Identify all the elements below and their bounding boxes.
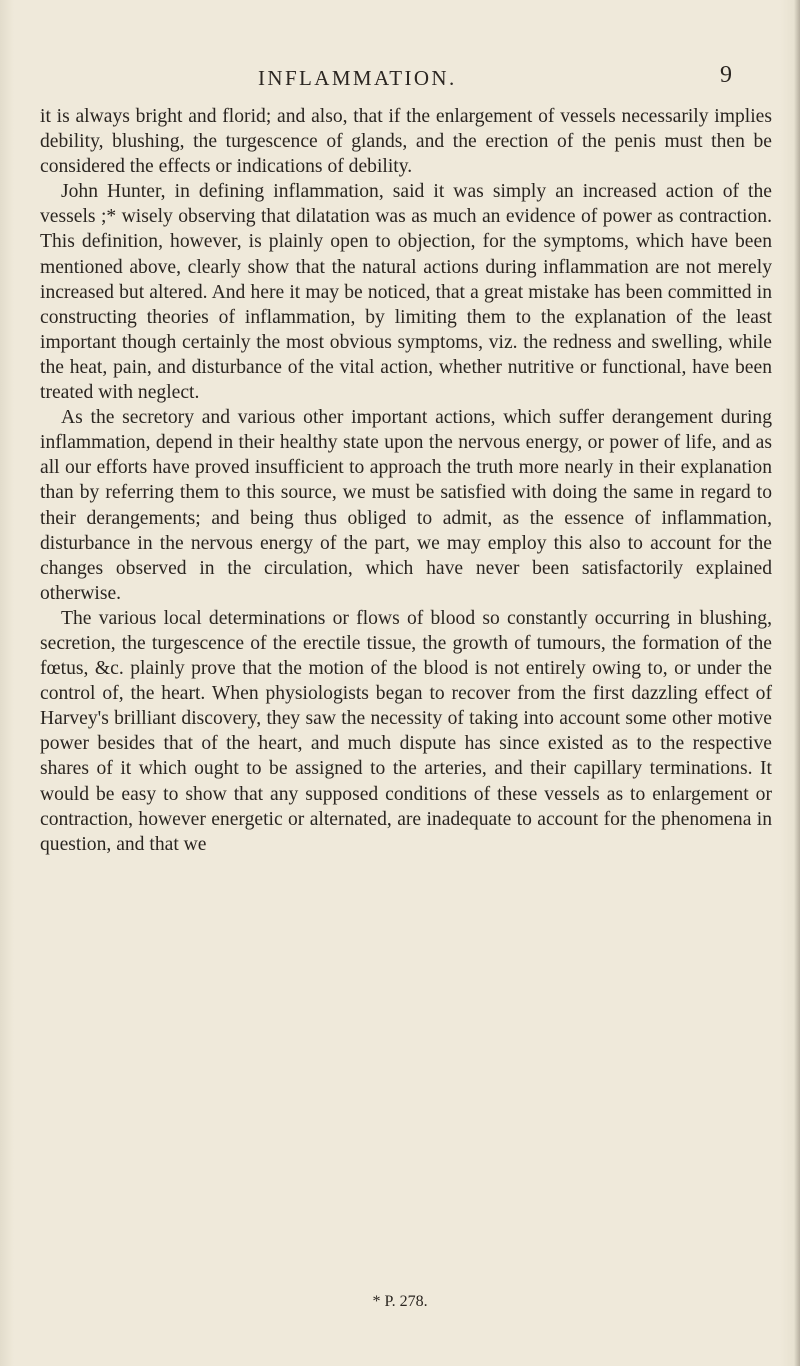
page-header	[0, 60, 800, 100]
paragraph-2: John Hunter, in defining inflammation, said it was simply an increased action of the vessels ;* wisely observing that dilatation was as much an evidence of power as contraction. This definition, however, is plainly open to objection, for the symptoms, which have been mentioned above, clearly show that the natural actions during inflammation are not merely increased but altered. And here it may be noticed, that a great mistake has been committed in constructing theories of inflammation, by limiting them to the explanation of the least important though certainly the most obvious symptoms, viz. the redness and swelling, while the heat, pain, and disturbance of the vital action, whether nutritive or functional, have been treated with neglect.	[40, 181, 772, 404]
page-edge-shadow	[794, 0, 800, 1366]
paragraph-1: it is always bright and florid; and also, that if the enlargement of vessels necessarily implies debility, blushing, the turgescence of glands, and the erection of the penis must then be considered the effects or indications of debility.	[40, 106, 772, 178]
running-head: INFLAMMATION.	[258, 66, 457, 90]
page-number: 9	[720, 62, 732, 88]
paragraph-4: The various local determinations or flows of blood so constantly occurring in blushing, secretion, the turgescence of the erectile tissue, the growth of tumours, the formation of the fœtus, &c. plainly prove that the motion of the blood is not entirely owing to, or under the control of, the heart. When physiologists began to recover from the first dazzling effect of Harvey's brilliant discovery, they saw the necessity of taking into account some other motive power besides that of the heart, and much dispute has since existed as to the respective shares of it which ought to be assigned to the arteries, and their capillary terminations. It would be easy to show that any supposed conditions of these vessels as to enlargement or contraction, however energetic or alternated, are inadequate to account for the phenomena in question, and that we	[40, 607, 772, 855]
body-text	[40, 104, 772, 857]
footnote: * P. 278.	[372, 1293, 428, 1310]
paragraph-3: As the secretory and various other important actions, which suffer derangement during inflammation, depend in their healthy state upon the nervous energy, or power of life, and as all our efforts have proved insufficient to approach the truth more nearly in their explanation than by referring them to this source, we must be satisfied with doing the same in regard to their derangements; and being thus obliged to admit, as the essence of inflammation, disturbance in the nervous energy of the part, we may employ this also to account for the changes observed in the circulation, which have never been satisfactorily explained otherwise.	[40, 407, 772, 604]
